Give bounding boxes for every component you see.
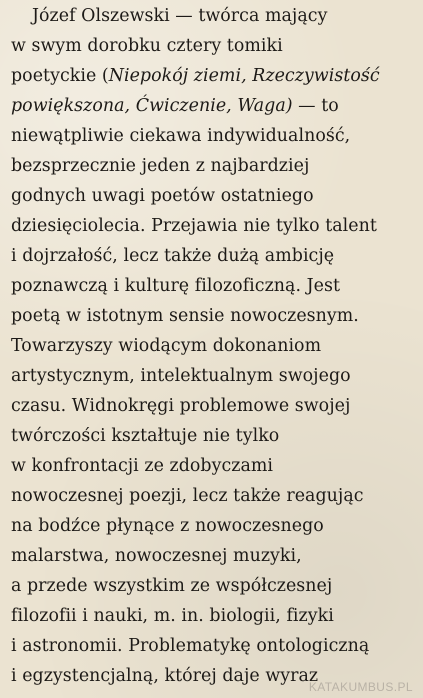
text-line [11,96,339,116]
watermark: KATAKUMBUS.PL [308,680,413,694]
text-line: artystycznym, intelektualnym swojego [11,366,351,386]
text-line: w swym dorobku cztery tomiki [11,36,283,56]
text-line: twórczości kształtuje nie tylko [11,426,280,446]
book-titles-italic: Niepokój ziemi, Rzeczywistość [108,66,380,86]
text-line: i astronomii. Problematykę ontologiczną [11,636,370,656]
text-line: a przede wszystkim ze współczesnej [11,576,333,596]
text-line: filozofii i nauki, m. in. biologii, fizyki [11,606,334,626]
text-line: i dojrzałość, lecz także dużą ambicję [11,246,335,266]
text-line [11,66,380,86]
text-line: Józef Olszewski — twórca mający [32,6,328,26]
text-line: bezsprzecznie jeden z najbardziej [11,156,310,176]
text-run: — to [292,96,339,116]
text-line: poetą w istotnym sensie nowoczesnym. [11,306,359,326]
text-line: poznawczą i kulturę filozoficzną. Jest [11,276,340,296]
text-line: czasu. Widnokręgi problemowe swojej [11,396,351,416]
text-line: malarstwa, nowoczesnej muzyki, [11,546,302,566]
text-line: dziesięciolecia. Przejawia nie tylko talent [11,216,377,236]
text-line: na bodźce płynące z nowoczesnego [11,516,324,536]
text-run: poetyckie ( [11,66,109,86]
text-line: i egzystencjalną, której daje wyraz [11,666,319,686]
text-line: niewątpliwie ciekawa indywidualność, [11,126,351,146]
text-line: Towarzyszy wiodącym dokonaniom [11,336,322,356]
text-line: w konfrontacji ze zdobyczami [11,456,274,476]
text-line: nowoczesnej poezji, lecz także reagując [11,486,364,506]
book-titles-italic: powiększona, Ćwiczenie, Waga) [11,96,293,116]
text-line: godnych uwagi poetów ostatniego [11,186,314,206]
